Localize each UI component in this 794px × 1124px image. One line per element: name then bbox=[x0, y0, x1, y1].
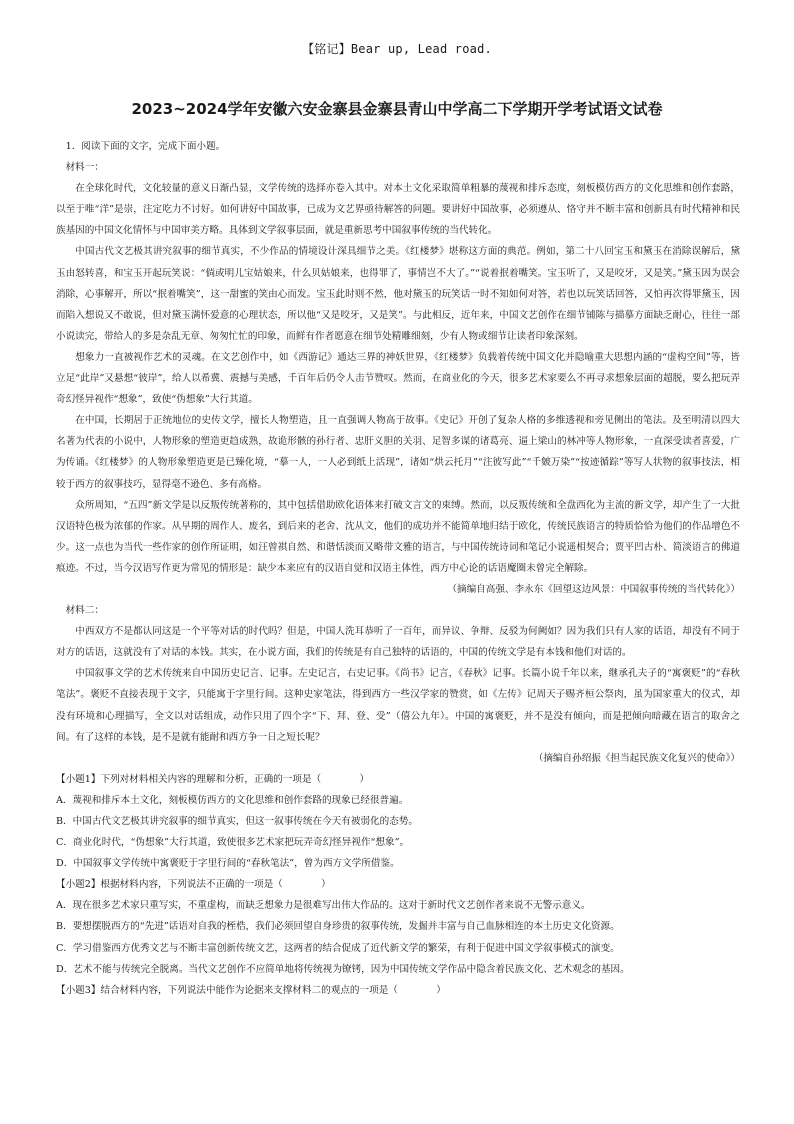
exam-content bbox=[56, 136, 740, 1001]
material1-paragraph-4: 在中国，长期居于正统地位的史传文学，擅长人物塑造，且一直强调人物高于故事。《史记》开创了复杂人格的多维透视和旁见侧出的笔法。及至明清以四大名著为代表的小说中，人物形象的塑造更趋成熟，故诡形骸的孙行者、忠肝义胆的关羽、足智多谋的诸葛亮、逼上梁山的林冲等人物形象，一直深受读者喜爱，广为传诵。《红楼梦》的人物形象塑造更是已臻化境，“摹一人，一人必到纸上活现”，诸如“烘云托月”“注彼写此”“千皴万染”“按迹循踪”等写人状物的叙事技法，相较于西方的叙事技巧，显得毫不逊色、多有高格。 bbox=[56, 415, 740, 490]
material2-label: 材料二： bbox=[65, 605, 104, 617]
page-title: 2023~2024学年安徽六安金寨县金寨县青山中学高二下学期开学考试语文试卷 bbox=[131, 100, 663, 118]
material2-source: （摘编自孙绍振《担当起民族文化复兴的使命》） bbox=[533, 752, 740, 764]
subquestion-2-stem: 【小题2】根据材料内容，下列说法不正确的一项是（ ） bbox=[56, 879, 331, 891]
subquestion-2-option-c: C．学习借鉴西方优秀文艺与不断丰富创新传统文艺，这两者的结合促成了近代新文学的繁荣，有利于促进中国文学叙事模式的演变。 bbox=[56, 942, 620, 954]
subquestion-3-stem: 【小题3】结合材料内容，下列说法中能作为论据来支撑材料二的观点的一项是（ ） bbox=[56, 984, 446, 996]
subquestion-1-stem: 【小题1】下列对材料相关内容的理解和分析，正确的一项是（ ） bbox=[56, 773, 370, 785]
subquestion-1-option-a: A．蔑视和排斥本土文化，刻板模仿西方的文化思维和创作套路的现象已经很普遍。 bbox=[56, 794, 409, 806]
material1-paragraph-3: 想象力一直被视作艺术的灵魂。在文艺创作中，如《西游记》通达三界的神妖世界，《红楼梦》负载着传统中国文化并隐喻重大思想内涵的“虚构空间”等，皆立足“此岸”又悬想“彼岸”，给人以希冀、震撼与美感，千百年后仍令人击节赞叹。然而，在商业化的今天，很多艺术家要么不再寻求想象层面的超脱，要么把玩弄奇幻怪异视作“想象”，致使“伪想象”大行其道。 bbox=[56, 351, 740, 406]
material1-paragraph-5: 众所周知，“五四”新文学是以反叛传统著称的，其中包括借助欧化语体来打破文言文的束缚。然而，以反叛传统和全盘西化为主流的新文学，却产生了一大批汉语特色极为浓郁的作家。从早期的周作人、废名，到后来的老舍、沈从文，他们的成功并不能简单地归结于欧化，传统民族语言的特质恰恰为他们的作品增色不少。这一点也为当代一些作家的创作所证明，如汪曾祺自然、和谐恬淡而又略带文雅的语言，与中国传统诗词和笔记小说遥相契合；贾平凹古朴、简淡语言的佛道痕迹。不过，当今汉语写作更为常见的情形是：缺少本来应有的汉语自觉和汉语主体性，西方中心论的话语魔圈未曾完全解除。 bbox=[56, 499, 740, 574]
material2-paragraph-2: 中国叙事文学的艺术传统来自中国历史记言、记事。左史记言，右史记事。《尚书》记言，《春秋》记事。长篇小说千年以来，继承孔夫子的“寓褒贬”的“春秋笔法”。褒贬不直接表现于文字，只能寓于字里行间。这种史家笔法，得到西方一些汉学家的赞赏，如《左传》记周天子赐齐桓公祭肉，虽为国家重大的仪式，却没有环境和心理描写，全文以对话组成，动作只用了四个字“下、拜、登、受”（僖公九年）。中国的寓褒贬，并不是没有倾向，而是把倾向暗藏在语言的取舍之间。有了这样的本钱，是不是就有能耐和西方争一日之短长呢？ bbox=[56, 668, 740, 743]
subquestion-2-option-b: B．要想摆脱西方的“先进”话语对自我的桎梏，我们必须回望自身珍贵的叙事传统，发掘并丰富与自己血脉相连的本土历史文化资源。 bbox=[56, 921, 620, 933]
material1-paragraph-1: 在全球化时代，文化较量的意义日渐凸显，文学传统的选择亦卷入其中。对本土文化采取简单粗暴的蔑视和排斥态度，刻板模仿西方的文化思维和创作套路，以至于唯“洋”是崇，注定吃力不讨好。如何讲好中国故事，已成为文艺界亟待解答的问题。要讲好中国故事，必须遵从、恪守并不断丰富和创新具有时代精神和民族基因的中国文化情怀与中国审美方略。具体到文学叙事层面，就是重新思考中国叙事传统的当代转化。 bbox=[56, 183, 740, 237]
material1-paragraph-2: 中国古代文艺极其讲究叙事的细节真实，不少作品的情境设计深具细节之美。《红楼梦》堪称这方面的典范。例如，第二十八回宝玉和黛玉在消除误解后，黛玉由怒转喜，和宝玉开起玩笑说：“倘或明儿宝姑娘来，什么贝姑娘来，也得罪了，事情岂不大了。”“说着抿着嘴笑。宝玉听了，又是咬牙，又是笑。”黛玉因为误会消除，心事解开，所以“抿着嘴笑”，这一甜蜜的笑由心而发。宝玉此时则不然，他对黛玉的玩笑话一时不知如何对答，若也以玩笑话回答，又怕再次得罪黛玉，因而陷入想说又不敢说，但对黛玉满怀爱意的心理状态，所以他“又是咬牙，又是笑”。与此相反，近年来，中国文艺创作在细节铺陈与描摹方面缺乏耐心，往往一部小说读完，带给人的多是杂乱无章、匆匆忙忙的印象，而鲜有作者愿意在细节处精雕细刻，少有人物或细节让读者印象深刻。 bbox=[56, 246, 740, 342]
subquestion-1-option-b: B．中国古代文艺极其讲究叙事的细节真实，但这一叙事传统在今天有被弱化的态势。 bbox=[56, 816, 419, 827]
material2-paragraph-1: 中西双方不是都认同这是一个平等对话的时代吗？但是，中国人洗耳恭听了一百年，而异议、争辩、反驳为何阙如？因为我们只有人家的话语，却没有不同于对方的话语，这就没有了对话的本钱。其实，在小说方面，我们的传统是有自己独特的话语的，中国的传统文学是有本钱和他们对话的。 bbox=[56, 626, 740, 659]
motto-header: 【铭记】Bear up, Lead road. bbox=[302, 42, 492, 56]
material1-label: 材料一： bbox=[65, 162, 104, 174]
subquestion-1-option-d: D．中国叙事文学传统中寓褒贬于字里行间的“春秋笔法”，曾为西方文学所借鉴。 bbox=[56, 858, 400, 870]
subquestion-2-option-d: D．艺术不能与传统完全脱离。当代文艺创作不应简单地将传统视为镣铐，因为中国传统文学作品中隐含着民族文化、艺术观念的基因。 bbox=[56, 963, 630, 975]
question-prompt: 1．阅读下面的文字，完成下面小题。 bbox=[65, 141, 226, 152]
subquestion-1-option-c: C．商业化时代，“伪想象”大行其道，致使很多艺术家把玩弄奇幻怪异视作“想象”。 bbox=[56, 837, 410, 849]
subquestion-2-option-a: A．现在很多艺术家只重写实，不重虚构，而缺乏想象力是很难写出伟大作品的。这对于新时代文艺创作者来说不无警示意义。 bbox=[56, 900, 591, 912]
material1-source: （摘编自高强、李永东《回望这边风景：中国叙事传统的当代转化》） bbox=[447, 583, 740, 595]
